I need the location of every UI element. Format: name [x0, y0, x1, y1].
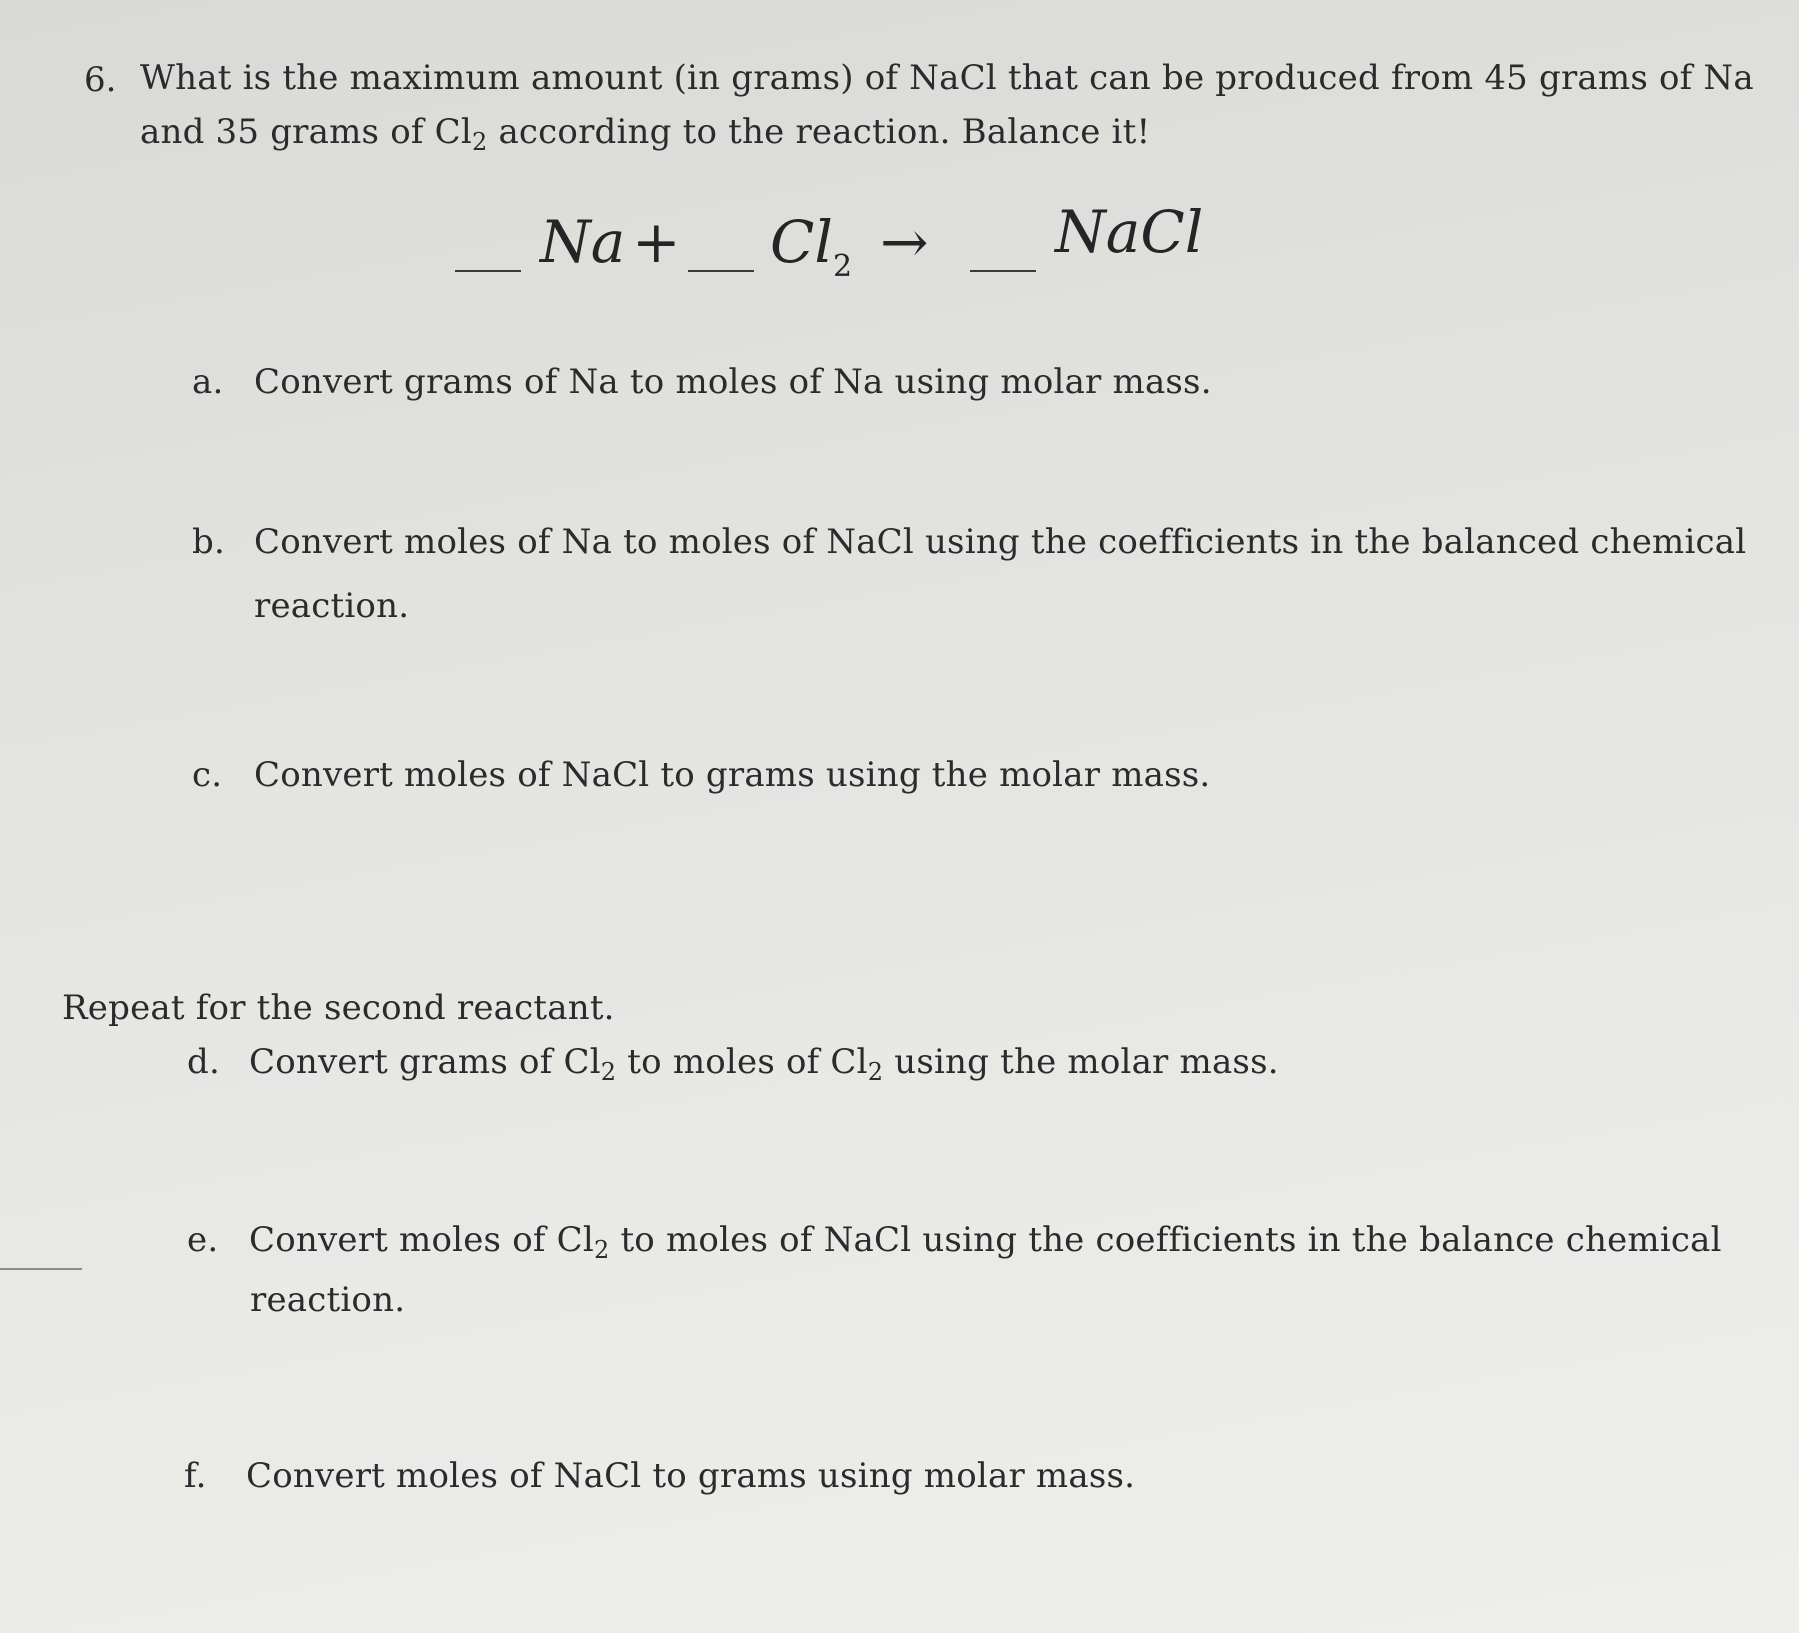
part-f [184, 1456, 1135, 1496]
reactant-na: Na [540, 208, 626, 276]
part-c-letter: c. [192, 755, 223, 795]
part-a-text: Convert grams of Na to moles of Na using molar mass. [254, 362, 1212, 402]
part-e-letter: e. [187, 1220, 219, 1260]
reaction-arrow: → [880, 208, 929, 276]
coefficient-blank-na[interactable] [455, 270, 521, 272]
margin-line [0, 1268, 82, 1270]
part-b-line2: reaction. [254, 586, 410, 626]
part-c-text: Convert moles of NaCl to grams using the molar mass. [254, 755, 1211, 795]
question-text-line1: What is the maximum amount (in grams) of NaCl that can be produced from 45 grams of Na [140, 58, 1754, 98]
chemical-equation [455, 198, 1255, 298]
coefficient-blank-cl2[interactable] [688, 270, 754, 272]
part-d-letter: d. [187, 1042, 220, 1082]
part-b-letter: b. [192, 522, 225, 562]
reactant-cl2: $Cl_2$ [770, 208, 853, 284]
part-f-text: Convert moles of NaCl to grams using molar mass. [246, 1456, 1136, 1496]
part-e-line2: reaction. [250, 1280, 406, 1320]
part-b-text: Convert moles of Na to moles of NaCl using the coefficients in the balanced chemical [254, 522, 1747, 562]
plus-sign: + [632, 208, 681, 276]
repeat-instruction: Repeat for the second reactant. [62, 988, 615, 1028]
part-b-line1 [192, 522, 1746, 562]
question-number: 6. [84, 60, 117, 100]
coefficient-blank-nacl[interactable] [970, 270, 1036, 272]
part-a [192, 362, 1212, 402]
product-nacl: NaCl [1055, 198, 1204, 266]
question-text-line2: and 35 grams of $Cl_2$ according to the reaction. Balance it! [140, 112, 1151, 156]
part-d: d. Convert grams of $Cl_2$ to moles of $Cl_2$ using the molar mass. [187, 1042, 1279, 1086]
part-c [192, 755, 1210, 795]
part-e-line1: e. Convert moles of $Cl_2$ to moles of NaCl using the coefficients in the balance chemical [187, 1220, 1722, 1264]
part-a-letter: a. [192, 362, 224, 402]
part-f-letter: f. [184, 1456, 207, 1496]
